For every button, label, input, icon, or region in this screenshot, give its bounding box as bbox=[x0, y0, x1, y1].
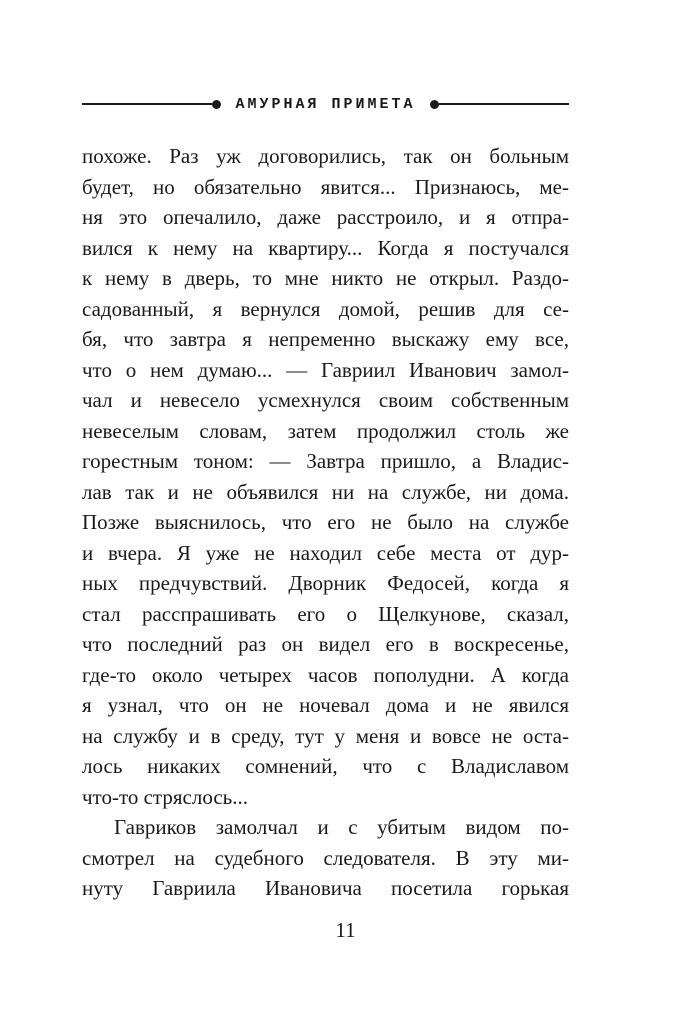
text-line: лось никаких сомнений, что с Владиславом bbox=[82, 754, 569, 778]
text-line: ных предчувствий. Дворник Федосей, когда я bbox=[82, 571, 569, 595]
header-rule-right bbox=[439, 103, 569, 105]
header-dot-right bbox=[430, 100, 439, 109]
text-line: и вчера. Я уже не находил себе места от дур- bbox=[82, 540, 569, 565]
text-line: невеселым словам, затем продолжил столь же bbox=[82, 418, 569, 443]
text-line: к нему в дверь, то мне никто не открыл. Раздо- bbox=[82, 266, 569, 290]
text-line: что-то стряслось... bbox=[82, 784, 248, 809]
text-line: смотрел на судебного следователя. В эту ми- bbox=[82, 845, 569, 870]
page-number: 11 bbox=[335, 918, 356, 942]
text-line: похоже. Раз уж договорились, так он больным bbox=[82, 144, 569, 168]
header-dot-left bbox=[212, 100, 221, 109]
text-line: ня это опечалило, даже расстроило, и я отпра- bbox=[82, 205, 569, 229]
text-line: лав так и не объявился ни на службе, ни дома. bbox=[82, 479, 569, 504]
body-text bbox=[82, 141, 569, 904]
text-line: садованный, я вернулся домой, решив для се- bbox=[82, 296, 569, 321]
running-title: АМУРНАЯ ПРИМЕТА bbox=[235, 95, 416, 113]
text-line: будет, но обязательно явится... Признаюсь, ме- bbox=[82, 174, 569, 199]
text-line: что последний раз он видел его в воскресенье, bbox=[82, 632, 569, 656]
text-line: нуту Гавриила Ивановича посетила горькая bbox=[82, 876, 569, 900]
running-header bbox=[82, 93, 569, 115]
text-line: чал и невесело усмехнулся своим собственным bbox=[82, 388, 569, 412]
text-line: бя, что завтра я непременно выскажу ему все, bbox=[82, 327, 569, 351]
text-line: вился к нему на квартиру... Когда я постучался bbox=[82, 235, 569, 260]
header-rule-left bbox=[82, 103, 212, 105]
text-line: Позже выяснилось, что его не было на службе bbox=[82, 510, 569, 534]
text-line: на службу и в среду, тут у меня и вовсе не оста- bbox=[82, 723, 569, 748]
text-line: что о нем думаю... — Гавриил Иванович замол- bbox=[82, 357, 569, 382]
text-line: стал расспрашивать его о Щелкунове, сказал, bbox=[82, 601, 569, 626]
text-line: где-то около четырех часов пополудни. А когда bbox=[82, 662, 569, 687]
text-line: горестным тоном: — Завтра пришло, а Владис- bbox=[82, 449, 569, 473]
text-line: Гавриков замолчал и с убитым видом по- bbox=[114, 815, 569, 839]
text-line: я узнал, что он не ночевал дома и не явился bbox=[82, 693, 569, 717]
